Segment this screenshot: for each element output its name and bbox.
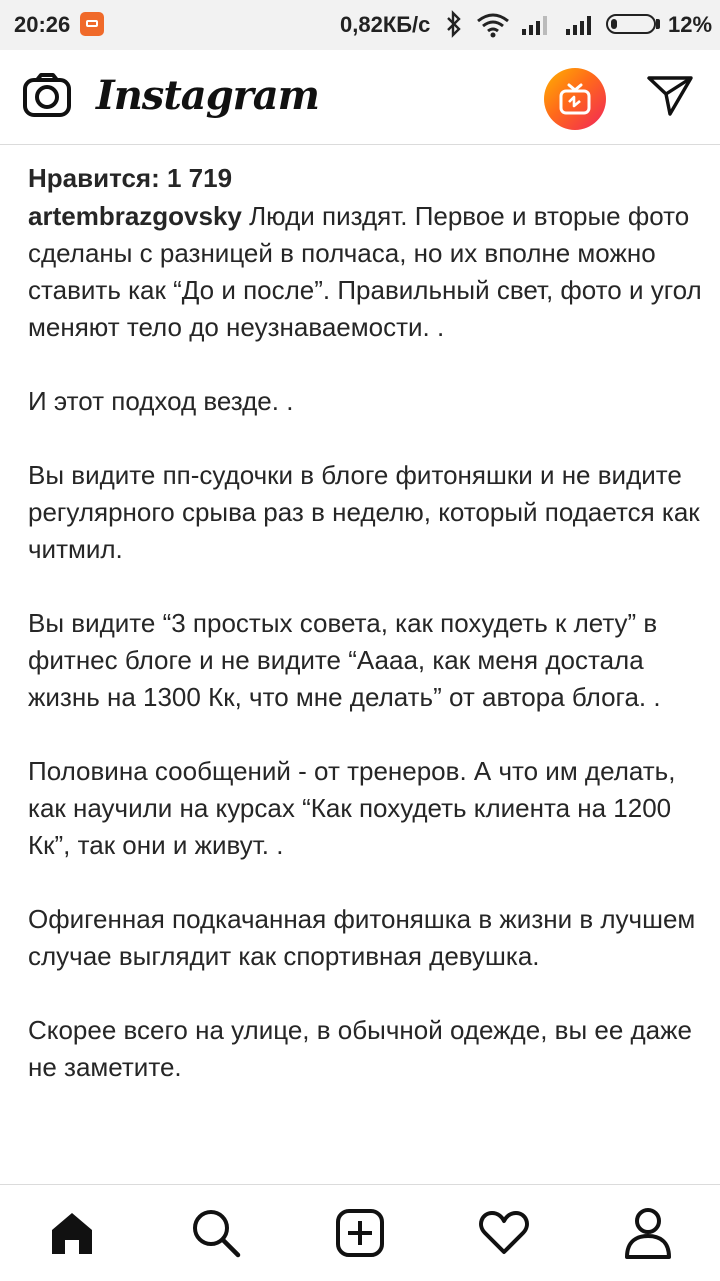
- caption-text: Люди пиздят. Первое и вторые фото сделаны с разницей в полчаса, но их вполне можно ставить как “До и после”. Правильный свет, фото и угол меняют тело до неузнаваемости. . И этот подход везде. . Вы видите пп-судочки в блоге фитоняшки и не видите регулярного срыва раз в неделю, который подается как читмил. Вы видите “3 простых совета, как похудеть к лету” в фитнес блоге и не видите “Аааа, как меня достала жизнь на 1300 Кк, что мне делать” от автора блога. . Половина сообщений - от тренеров. А что им делать, как научили на курсах “Как похудеть клиента на 1200 Кк”, так они и живут. . Офигенная подкачанная фитоняшка в жизни в лучшем случае выглядит как спортивная девушка. Скорее всего на улице, в обычной одежде, вы ее даже не заметите.: [28, 201, 702, 1082]
- profile-icon[interactable]: [622, 1207, 674, 1259]
- battery-percent: 12%: [668, 12, 713, 37]
- post-caption: [28, 198, 704, 1086]
- home-icon[interactable]: [46, 1207, 98, 1259]
- igtv-icon[interactable]: [544, 68, 606, 130]
- camera-icon[interactable]: [22, 72, 72, 123]
- instagram-logo: Instagram: [96, 72, 319, 119]
- status-bar: [0, 0, 720, 50]
- signal-icon: [564, 14, 596, 42]
- battery-icon: [606, 14, 656, 34]
- likes-count[interactable]: Нравится: 1 719: [28, 163, 233, 193]
- app-header: [0, 50, 720, 145]
- bottom-navigation: [0, 1184, 720, 1281]
- signal-icon: [520, 14, 552, 42]
- new-post-icon[interactable]: [334, 1207, 386, 1259]
- direct-message-icon[interactable]: [646, 74, 694, 123]
- status-time: 20:26: [14, 12, 71, 37]
- search-icon[interactable]: [190, 1207, 242, 1259]
- wifi-icon: [476, 12, 510, 44]
- post-username[interactable]: artembrazgovsky: [28, 201, 242, 231]
- network-speed: 0,82КБ/с: [340, 12, 431, 37]
- post-caption-area: [28, 160, 704, 1086]
- activity-heart-icon[interactable]: [478, 1207, 530, 1259]
- bluetooth-icon: [444, 10, 464, 44]
- notification-app-icon: [80, 12, 104, 36]
